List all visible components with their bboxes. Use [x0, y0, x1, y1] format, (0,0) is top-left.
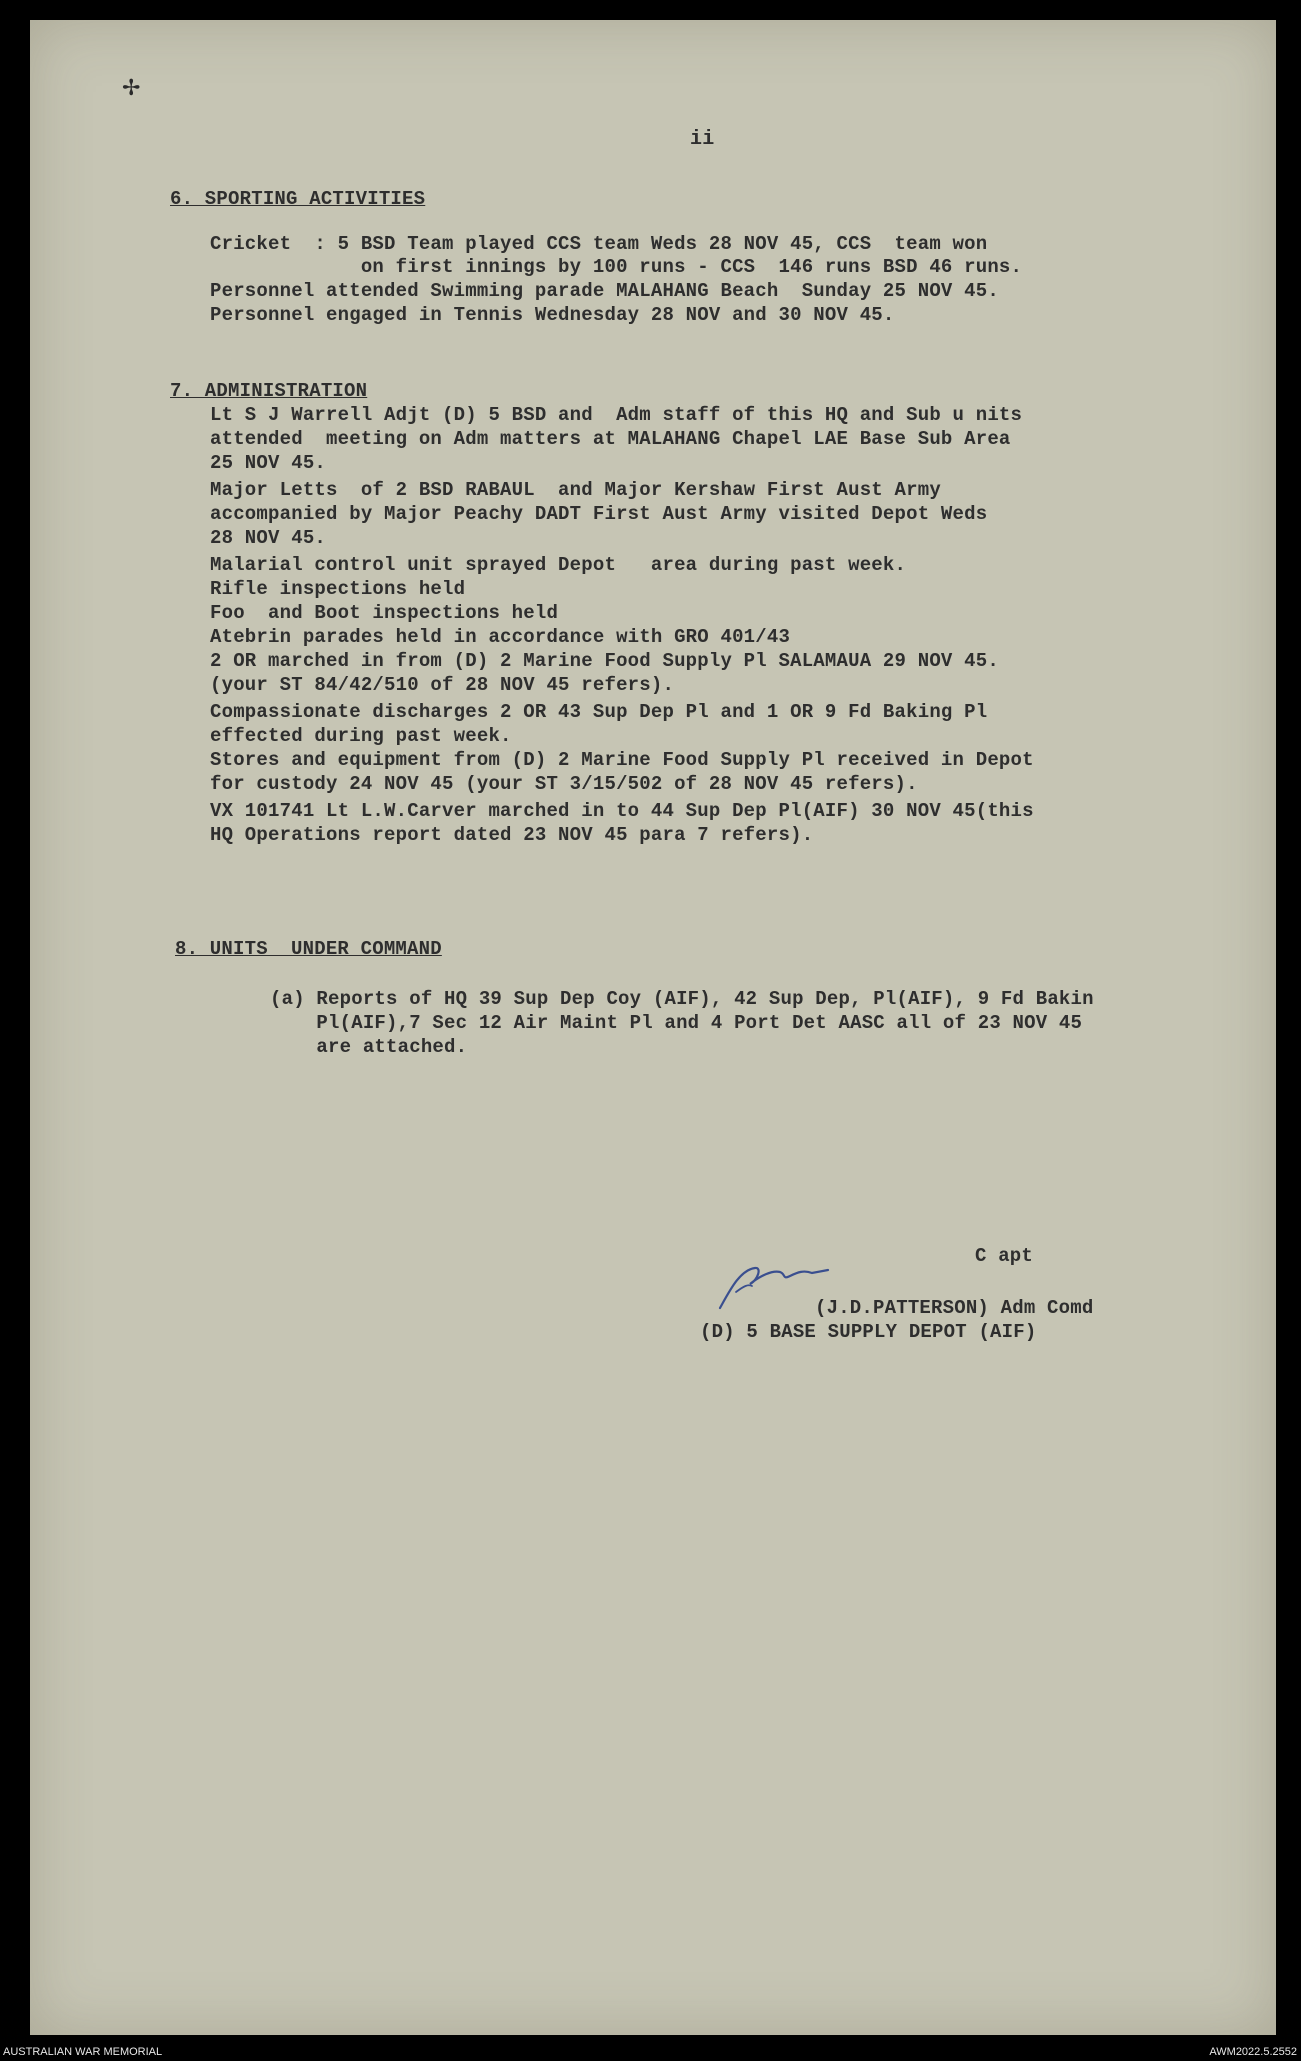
text-line: Major Letts of 2 BSD RABAUL and Major Kershaw First Aust Army	[210, 479, 941, 501]
text-line: 25 NOV 45.	[210, 452, 327, 474]
text-line: Cricket : 5 BSD Team played CCS team Weds 28 NOV 45, CCS team won	[210, 233, 988, 255]
text-line: are attached.	[270, 1036, 468, 1058]
signature-unit: (D) 5 BASE SUPPLY DEPOT (AIF)	[700, 1321, 1037, 1343]
text-line: 2 OR marched in from (D) 2 Marine Food Supply Pl SALAMAUA 29 NOV 45.	[210, 650, 999, 672]
document-page	[30, 20, 1276, 2035]
text-line: VX 101741 Lt L.W.Carver marched in to 44 Sup Dep Pl(AIF) 30 NOV 45(this	[210, 800, 1034, 822]
text-line: Rifle inspections held	[210, 578, 466, 600]
section-heading-administration: 7. ADMINISTRATION	[170, 380, 368, 402]
text-line: Malarial control unit sprayed Depot area during past week.	[210, 554, 907, 576]
text-line: Compassionate discharges 2 OR 43 Sup Dep Pl and 1 OR 9 Fd Baking Pl	[210, 701, 988, 723]
text-line: Personnel engaged in Tennis Wednesday 28 NOV and 30 NOV 45.	[210, 304, 895, 326]
text-line: Foo and Boot inspections held	[210, 602, 559, 624]
text-line: 28 NOV 45.	[210, 527, 327, 549]
text-line: attended meeting on Adm matters at MALAHANG Chapel LAE Base Sub Area	[210, 428, 1011, 450]
text-line: Lt S J Warrell Adjt (D) 5 BSD and Adm staff of this HQ and Sub u nits	[210, 404, 1023, 426]
text-line: (your ST 84/42/510 of 28 NOV 45 refers).	[210, 674, 675, 696]
page-number: ii	[690, 128, 715, 151]
text-line: Atebrin parades held in accordance with GRO 401/43	[210, 626, 791, 648]
ink-speck-mark: ✢	[122, 76, 141, 101]
text-line: Personnel attended Swimming parade MALAHANG Beach Sunday 25 NOV 45.	[210, 280, 999, 302]
text-line: Stores and equipment from (D) 2 Marine Food Supply Pl received in Depot	[210, 749, 1034, 771]
section-heading-sporting: 6. SPORTING ACTIVITIES	[170, 188, 426, 210]
text-line: Pl(AIF),7 Sec 12 Air Maint Pl and 4 Port Det AASC all of 23 NOV 45	[270, 1012, 1083, 1034]
text-line: for custody 24 NOV 45 (your ST 3/15/502 of 28 NOV 45 refers).	[210, 773, 918, 795]
text-line: on first innings by 100 runs - CCS 146 runs BSD 46 runs.	[210, 256, 1023, 278]
footer-institution: AUSTRALIAN WAR MEMORIAL	[3, 2046, 163, 2058]
text-line: accompanied by Major Peachy DADT First Aust Army visited Depot Weds	[210, 503, 988, 525]
text-line: (a) Reports of HQ 39 Sup Dep Coy (AIF), 42 Sup Dep, Pl(AIF), 9 Fd Bakin	[270, 988, 1094, 1010]
signature-rank: C apt	[975, 1245, 1034, 1267]
text-line: effected during past week.	[210, 725, 512, 747]
text-line: HQ Operations report dated 23 NOV 45 para 7 refers).	[210, 824, 814, 846]
section-heading-units-under-command: 8. UNITS UNDER COMMAND	[175, 938, 442, 960]
footer-accession-number: AWM2022.5.2552	[1209, 2046, 1297, 2058]
signature-name: (J.D.PATTERSON) Adm Comd	[815, 1297, 1094, 1319]
